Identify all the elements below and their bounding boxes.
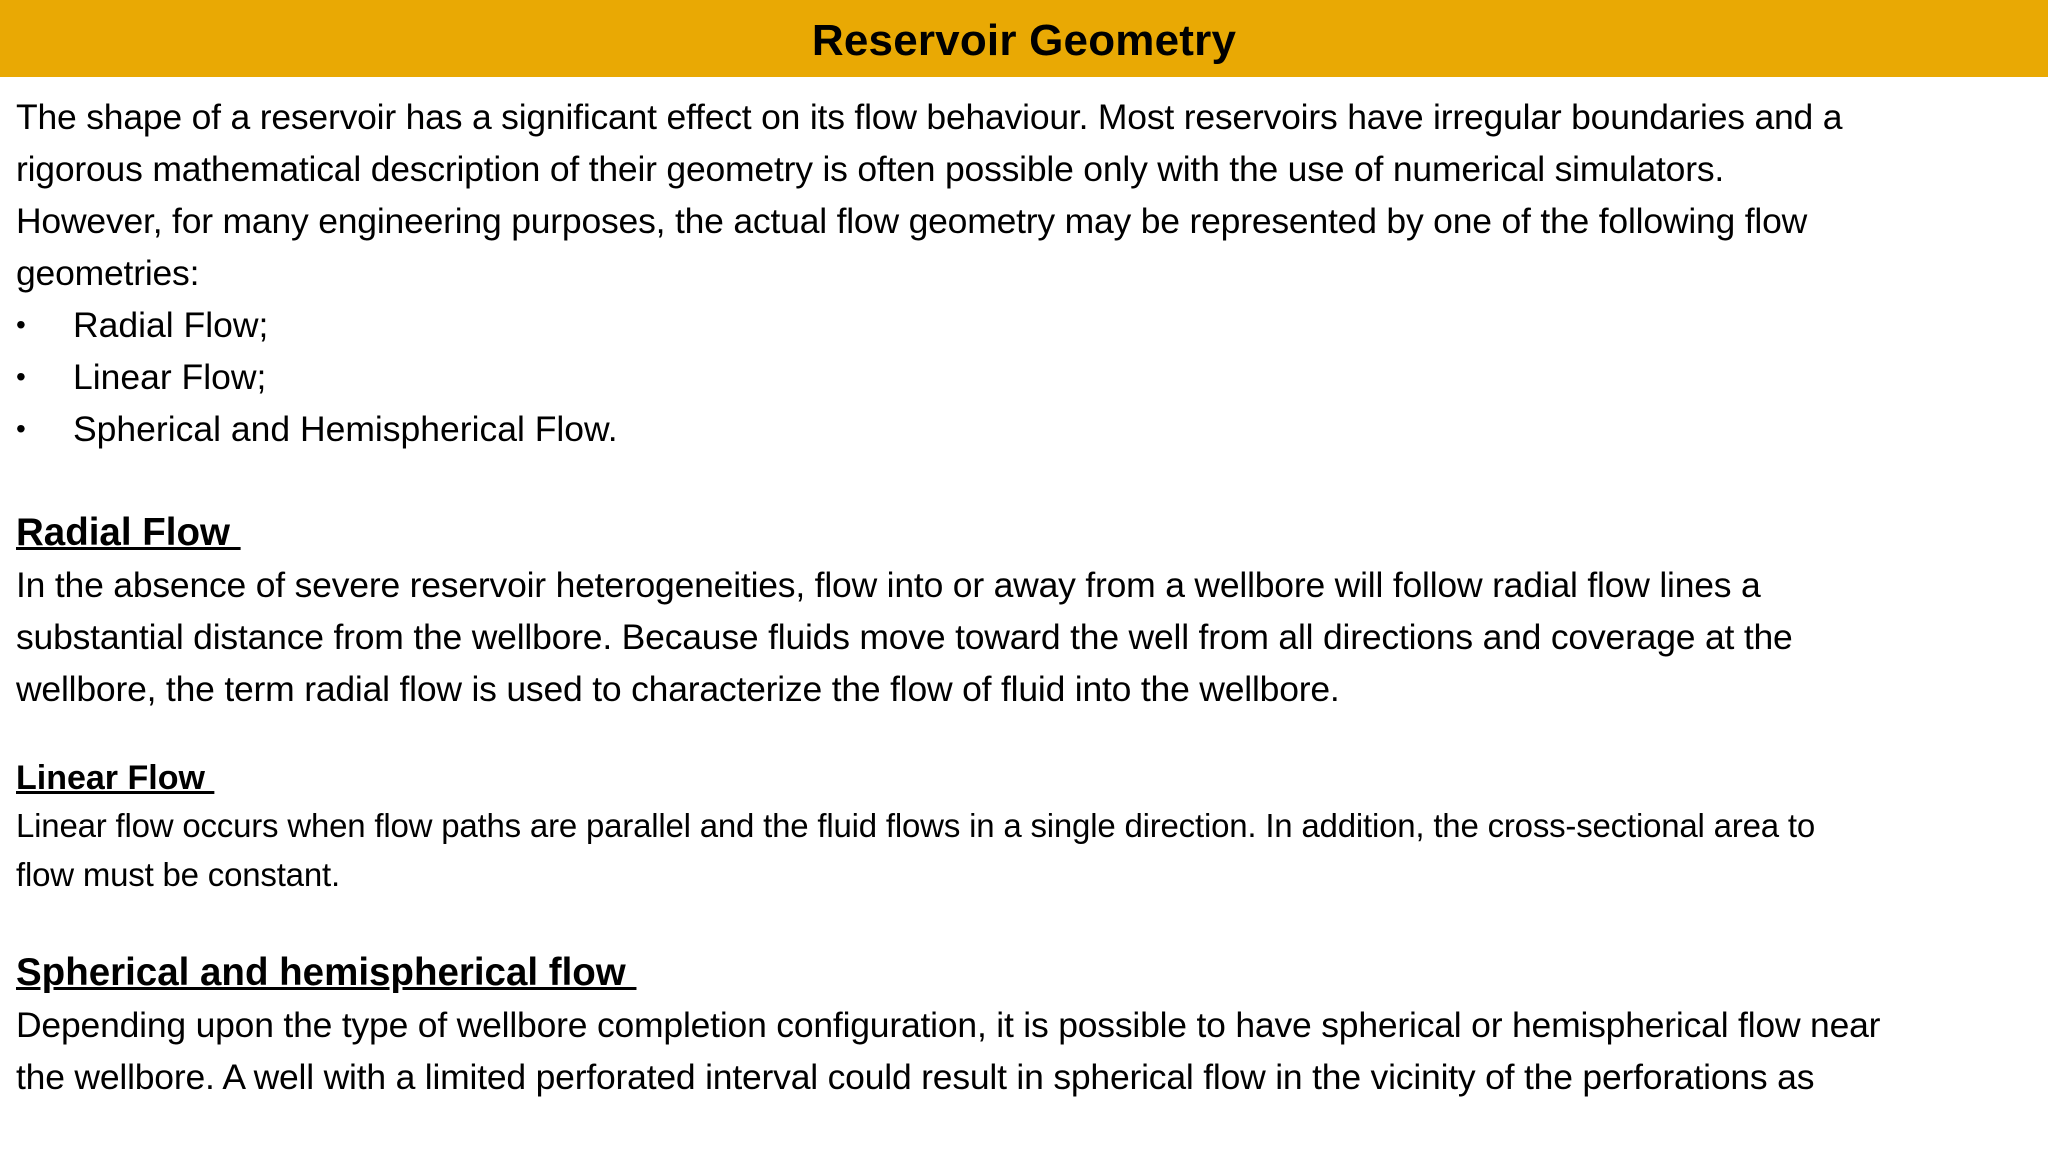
linear-flow-section — [16, 755, 2026, 899]
intro-line: rigorous mathematical description of their geometry is often possible only with the use of numerical simulators. — [16, 149, 1725, 189]
intro-line: However, for many engineering purposes, the actual flow geometry may be represented by one of the following flow — [16, 201, 1808, 241]
intro-line: The shape of a reservoir has a significant effect on its flow behaviour. Most reservoirs have irregular boundaries and a — [16, 97, 1843, 137]
linear-flow-line: Linear flow occurs when flow paths are parallel and the fluid flows in a single direction. In addition, the cross-sectional area to — [16, 807, 1815, 844]
spacer — [16, 455, 2026, 507]
flow-geometry-list — [16, 299, 2026, 455]
intro-paragraph — [16, 91, 2026, 299]
radial-flow-section — [16, 507, 2026, 715]
spacer — [16, 715, 2026, 755]
linear-flow-heading: Linear Flow — [16, 759, 215, 797]
bullet-icon: • — [16, 309, 26, 340]
bullet-icon: • — [16, 361, 26, 392]
spherical-flow-line: Depending upon the type of wellbore completion configuration, it is possible to have spherical or hemispherical flow near — [16, 1005, 1881, 1045]
radial-flow-line: wellbore, the term radial flow is used to characterize the flow of fluid into the wellbore. — [16, 669, 1340, 709]
list-item-label: Radial Flow; — [73, 305, 269, 345]
list-item-label: Spherical and Hemispherical Flow. — [73, 409, 618, 449]
intro-line: geometries: — [16, 253, 200, 293]
radial-flow-heading: Radial Flow — [16, 511, 241, 554]
title-bar — [0, 0, 2048, 77]
spacer — [16, 899, 2026, 947]
radial-flow-line: substantial distance from the wellbore. Because fluids move toward the well from all directions and coverage at the — [16, 617, 1793, 657]
list-item — [16, 403, 2026, 455]
linear-flow-line: flow must be constant. — [16, 856, 340, 893]
page-title: Reservoir Geometry — [811, 15, 1237, 65]
list-item-label: Linear Flow; — [73, 357, 267, 397]
spherical-flow-section — [16, 947, 2026, 1103]
spherical-flow-heading: Spherical and hemispherical flow — [16, 951, 637, 994]
list-item — [16, 299, 2026, 351]
radial-flow-line: In the absence of severe reservoir heterogeneities, flow into or away from a wellbore will follow radial flow lines a — [16, 565, 1761, 605]
bullet-icon: • — [16, 413, 26, 444]
slide-content — [16, 91, 2026, 1103]
list-item — [16, 351, 2026, 403]
spherical-flow-line: the wellbore. A well with a limited perforated interval could result in spherical flow in the vicinity of the perforations as — [16, 1057, 1815, 1097]
